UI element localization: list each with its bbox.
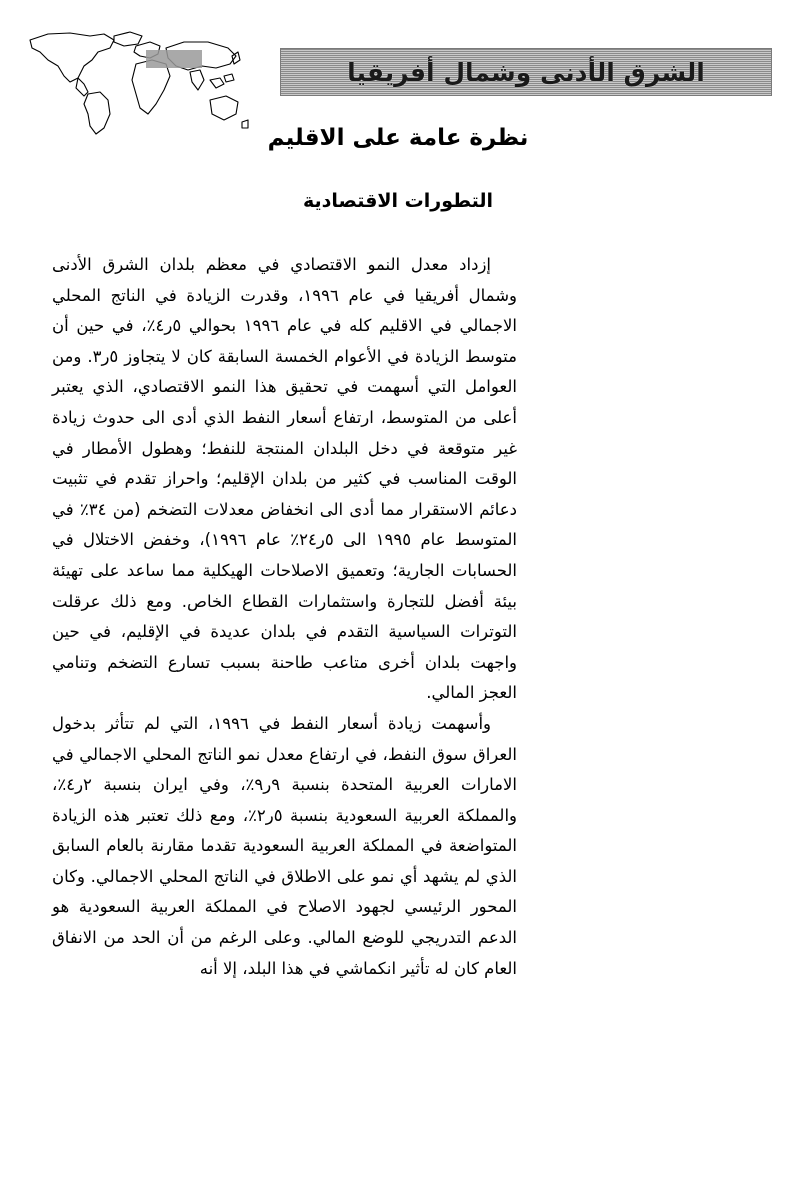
world-map-icon [18,22,253,142]
section-subtitle: التطورات الاقتصادية [302,190,494,212]
region-banner [280,48,772,96]
page-title: نظرة عامة على الاقليم [267,125,529,151]
paragraph: وأسهمت زيادة أسعار النفط في ١٩٩٦، التي لم تتأثر بدخول العراق سوق النفط، في ارتفاع معدل نمو الناتج المحلي الاجمالي في الامارات العربية المتحدة بنسبة ٩ر٩٪، وفي ايران بنسبة ٢ر٤٪، والمملكة العربية السعودية بنسبة ٥ر٢٪، ومع ذلك تعتبر هذه الزيادة المتواضعة في المملكة العربية السعودية تقدما مقارنة بالعام السابق الذي لم يشهد أي نمو على الاطلاق في الناتج المحلي الاجمالي. وكان المحور الرئيسي لجهود الاصلاح في المملكة العربية السعودية هو الدعم التدريجي للوضع المالي. وعلى الرغم من أن الحد من الانفاق العام كان له تأثير انكماشي في هذا البلد، إلا أنه [52,713,517,978]
banner-title: الشرق الأدنى وشمال أفريقيا [347,57,705,87]
paragraph: إزداد معدل النمو الاقتصادي في معظم بلدان الشرق الأدنى وشمال أفريقيا في عام ١٩٩٦، وقدرت الزيادة في الناتج المحلي الاجمالي في الاقليم كله في عام ١٩٩٦ بحوالي ٥ر٤٪، في حين أن متوسط الزيادة في الأعوام الخمسة السابقة كان لا يتجاوز ٥ر٣. ومن العوامل التي أسهمت في تحقيق هذا النمو الاقتصادي، الذي يعتبر أعلى من المتوسط، ارتفاع أسعار النفط الذي أدى الى حدوث زيادة غير متوقعة في دخل البلدان المنتجة للنفط؛ وهطول الأمطار في الوقت المناسب في كثير من بلدان الإقليم؛ واحراز تقدم في تثبيت دعائم الاستقرار مما أدى الى انخفاض معدلات التضخم (من ٣٤٪ في المتوسط عام ١٩٩٥ الى ٥ر٢٤٪ عام ١٩٩٦)، وخفض الاختلال في الحسابات الجارية؛ وتعميق الاصلاحات الهيكلية مما ساعد على تهيئة بيئة أفضل للتجارة واستثمارات القطاع الخاص. ومع ذلك عرقلت التوترات السياسية التقدم في بلدان عديدة في الإقليم، في حين واجهت بلدان أخرى متاعب طاحنة بسبب تسارع التضخم وتنامي العجز المالي. [52,255,517,703]
body-text [52,250,517,984]
page-header [0,22,800,142]
